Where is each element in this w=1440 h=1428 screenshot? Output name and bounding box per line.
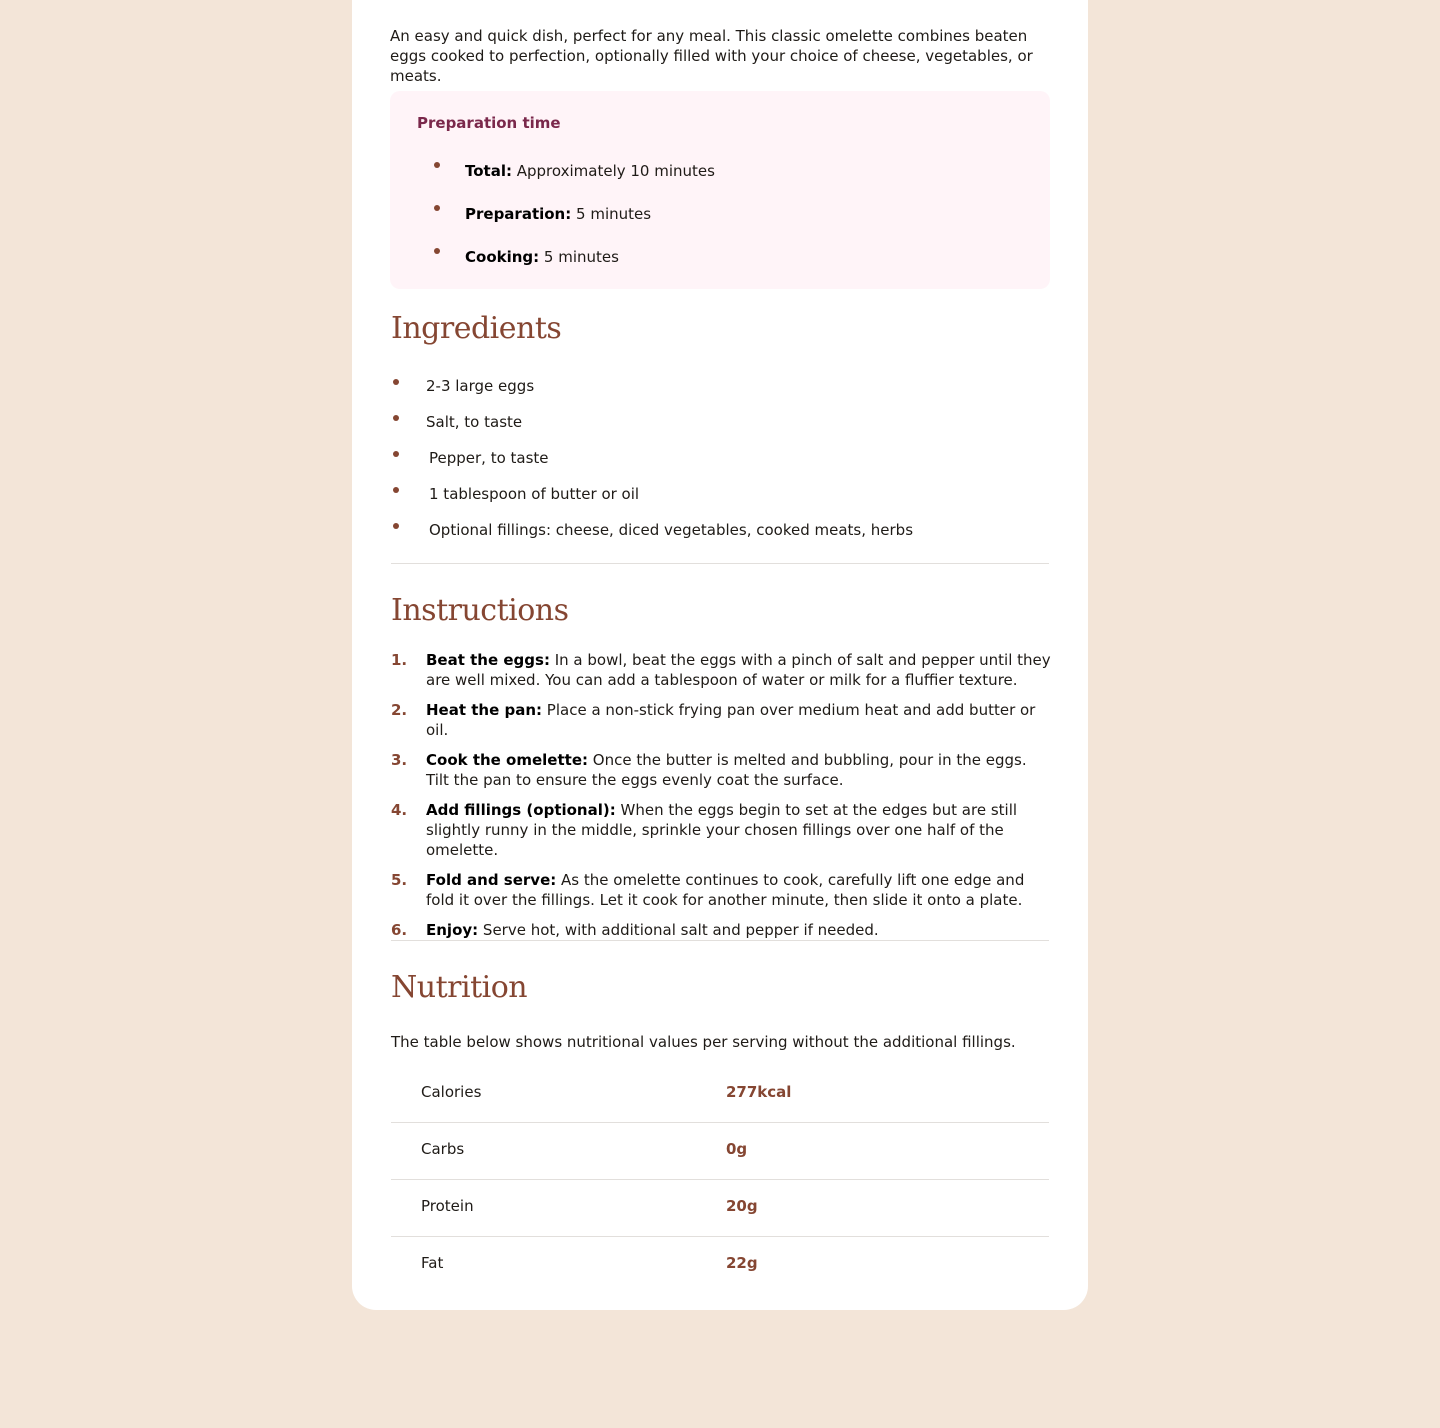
bullet-icon	[393, 379, 399, 385]
table-row	[391, 1237, 1049, 1293]
step-label: Enjoy:	[426, 921, 479, 939]
step-text: In a bowl, beat the eggs with a pinch of salt and pepper until they are well mixed. You can add a tablespoon of water or milk for a fluffier texture.	[426, 651, 1051, 689]
preparation-time-box	[390, 91, 1050, 289]
instructions-title: Instructions	[391, 593, 569, 628]
bullet-icon	[393, 451, 399, 457]
instruction-step	[391, 870, 1051, 910]
ingredient-item	[391, 375, 1031, 411]
step-text: When the eggs begin to set at the edges but are still slightly runny in the middle, sprinkle your chosen fillings over one half of the omelette.	[426, 801, 1018, 859]
preparation-item	[434, 244, 1024, 287]
nutrition-label: Protein	[421, 1197, 474, 1215]
nutrition-value: 277kcal	[726, 1083, 792, 1101]
nutrition-label: Fat	[421, 1254, 444, 1272]
preparation-list	[434, 158, 1024, 287]
ingredients-title: Ingredients	[391, 311, 562, 346]
section-divider	[391, 940, 1049, 941]
ingredient-item	[391, 483, 1031, 519]
ingredient-item	[391, 447, 1031, 483]
nutrition-value: 20g	[726, 1197, 758, 1215]
step-text: As the omelette continues to cook, carefully lift one edge and fold it over the fillings. Let it cook for another minute, then slide it onto a plate.	[426, 871, 1025, 909]
instruction-step	[391, 800, 1051, 860]
ingredient-text: 2-3 large eggs	[426, 377, 535, 395]
table-row	[391, 1123, 1049, 1180]
bullet-icon	[434, 248, 440, 254]
recipe-card	[352, 0, 1088, 1310]
step-label: Heat the pan:	[426, 701, 543, 719]
step-number: 1.	[391, 651, 408, 669]
table-row	[391, 1180, 1049, 1237]
preparation-title: Preparation time	[417, 114, 561, 132]
nutrition-intro: The table below shows nutritional values per serving without the additional fillings.	[391, 1033, 1016, 1051]
nutrition-label: Carbs	[421, 1140, 465, 1158]
step-text: Serve hot, with additional salt and pepper if needed.	[478, 921, 879, 939]
ingredients-list	[391, 375, 1031, 555]
bullet-icon	[393, 487, 399, 493]
preparation-item-label: Preparation:	[465, 205, 572, 223]
step-label: Add fillings (optional):	[426, 801, 616, 819]
section-divider	[391, 563, 1049, 564]
step-number: 2.	[391, 701, 408, 719]
step-number: 6.	[391, 921, 408, 939]
preparation-item-label: Cooking:	[465, 248, 540, 266]
preparation-item-label: Total:	[465, 162, 512, 180]
nutrition-value: 22g	[726, 1254, 758, 1272]
instruction-step	[391, 700, 1051, 740]
preparation-item-text: 5 minutes	[571, 205, 652, 223]
ingredient-text: Optional fillings: cheese, diced vegetables, cooked meats, herbs	[429, 521, 914, 539]
ingredient-text: 1 tablespoon of butter or oil	[429, 485, 640, 503]
bullet-icon	[434, 205, 440, 211]
nutrition-label: Calories	[421, 1083, 482, 1101]
step-text: Once the butter is melted and bubbling, pour in the eggs. Tilt the pan to ensure the eggs evenly coat the surface.	[426, 751, 1027, 789]
instruction-step	[391, 920, 1051, 940]
instruction-step	[391, 650, 1051, 690]
bullet-icon	[434, 162, 440, 168]
bullet-icon	[393, 523, 399, 529]
nutrition-title: Nutrition	[391, 970, 528, 1005]
bullet-icon	[393, 415, 399, 421]
step-number: 3.	[391, 751, 408, 769]
ingredient-text: Salt, to taste	[426, 413, 523, 431]
preparation-item	[434, 158, 1024, 201]
instructions-list	[391, 650, 1051, 950]
preparation-item-text: Approximately 10 minutes	[511, 162, 715, 180]
step-text: Place a non-stick frying pan over medium heat and add butter or oil.	[426, 701, 1036, 739]
nutrition-table	[391, 1066, 1049, 1293]
step-number: 5.	[391, 871, 408, 889]
nutrition-value: 0g	[726, 1140, 748, 1158]
instruction-step	[391, 750, 1051, 790]
table-row	[391, 1066, 1049, 1123]
step-number: 4.	[391, 801, 408, 819]
step-label: Fold and serve:	[426, 871, 557, 889]
ingredient-text: Pepper, to taste	[429, 449, 549, 467]
step-label: Beat the eggs:	[426, 651, 550, 669]
recipe-intro: An easy and quick dish, perfect for any meal. This classic omelette combines beaten eggs cooked to perfection, optionally filled with your choice of cheese, vegetables, or meats.	[390, 27, 1033, 85]
preparation-item	[434, 201, 1024, 244]
ingredient-item	[391, 519, 1031, 555]
step-label: Cook the omelette:	[426, 751, 588, 769]
ingredient-item	[391, 411, 1031, 447]
preparation-item-text: 5 minutes	[539, 248, 619, 266]
